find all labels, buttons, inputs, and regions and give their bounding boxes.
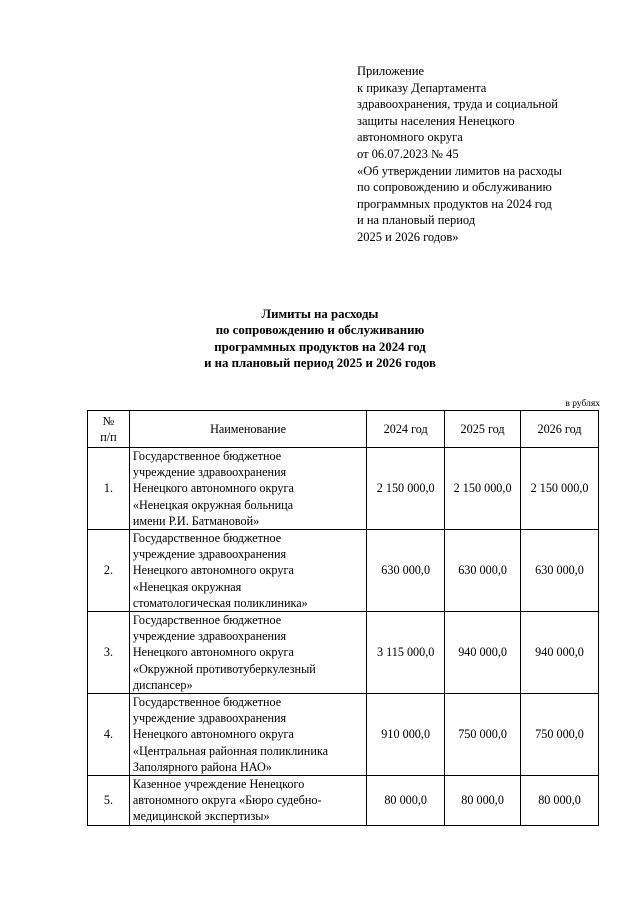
units-label: в рублях [565,399,600,409]
amount-2025: 940 000,0 [445,612,521,694]
row-number: 1. [88,448,130,530]
amount-2025: 2 150 000,0 [445,448,521,530]
row-number: 3. [88,612,130,694]
amount-2026: 2 150 000,0 [521,448,599,530]
amount-2025: 80 000,0 [445,776,521,826]
header-number: № п/п [88,411,130,448]
appendix-line: и на плановый период [357,213,476,228]
appendix-line: автономного округа [357,130,463,145]
amount-2024: 630 000,0 [367,530,445,612]
table-row [88,448,599,530]
table-row [88,776,599,826]
amount-2024: 2 150 000,0 [367,448,445,530]
row-number: 2. [88,530,130,612]
institution-name: Государственное бюджетное учреждение здравоохранения Ненецкого автономного округа «Центральная районная поликлиника Заполярного района НАО» [129,694,366,776]
amount-2026: 80 000,0 [521,776,599,826]
title-line: и на плановый период 2025 и 2026 годов [204,356,436,371]
appendix-line: Приложение [357,64,425,78]
table-row [88,612,599,694]
amount-2026: 750 000,0 [521,694,599,776]
table-row [88,530,599,612]
amount-2026: 940 000,0 [521,612,599,694]
appendix-line: здравоохранения, труда и социальной [357,97,558,112]
appendix-line: программных продуктов на 2024 год [357,196,552,211]
header-2024: 2024 год [367,411,445,448]
appendix-line: к приказу Департамента [357,80,487,95]
appendix-line: защиты населения Ненецкого [357,113,515,128]
institution-name: Казенное учреждение Ненецкого автономного округа «Бюро судебно- медицинской экспертизы» [129,776,366,826]
institution-name: Государственное бюджетное учреждение здравоохранения Ненецкого автономного округа «Окружной противотуберкулезный диспансер» [129,612,366,694]
title-line: программных продуктов на 2024 год [214,339,426,354]
institution-name: Государственное бюджетное учреждение здравоохранения Ненецкого автономного округа «Ненецкая окружная стоматологическая поликлиника» [129,530,366,612]
table-header-row [88,411,599,448]
table-row [88,694,599,776]
header-2025: 2025 год [445,411,521,448]
appendix-block [357,63,562,246]
amount-2025: 750 000,0 [445,694,521,776]
title-line: по сопровождению и обслуживанию [215,323,425,338]
amount-2024: 80 000,0 [367,776,445,826]
appendix-line: «Об утверждении лимитов на расходы [357,163,562,178]
document-title [0,306,640,372]
limits-table [87,410,599,826]
appendix-line: 2025 и 2026 годов» [357,229,459,244]
institution-name: Государственное бюджетное учреждение здравоохранения Ненецкого автономного округа «Ненецкая окружная больница имени Р.И. Батмановой» [129,448,366,530]
amount-2024: 910 000,0 [367,694,445,776]
header-name: Наименование [129,411,366,448]
appendix-line: от 06.07.2023 № 45 [357,146,459,161]
amount-2026: 630 000,0 [521,530,599,612]
appendix-line: по сопровождению и обслуживанию [357,180,552,195]
header-2026: 2026 год [521,411,599,448]
title-line: Лимиты на расходы [261,307,379,321]
amount-2024: 3 115 000,0 [367,612,445,694]
row-number: 5. [88,776,130,826]
amount-2025: 630 000,0 [445,530,521,612]
row-number: 4. [88,694,130,776]
